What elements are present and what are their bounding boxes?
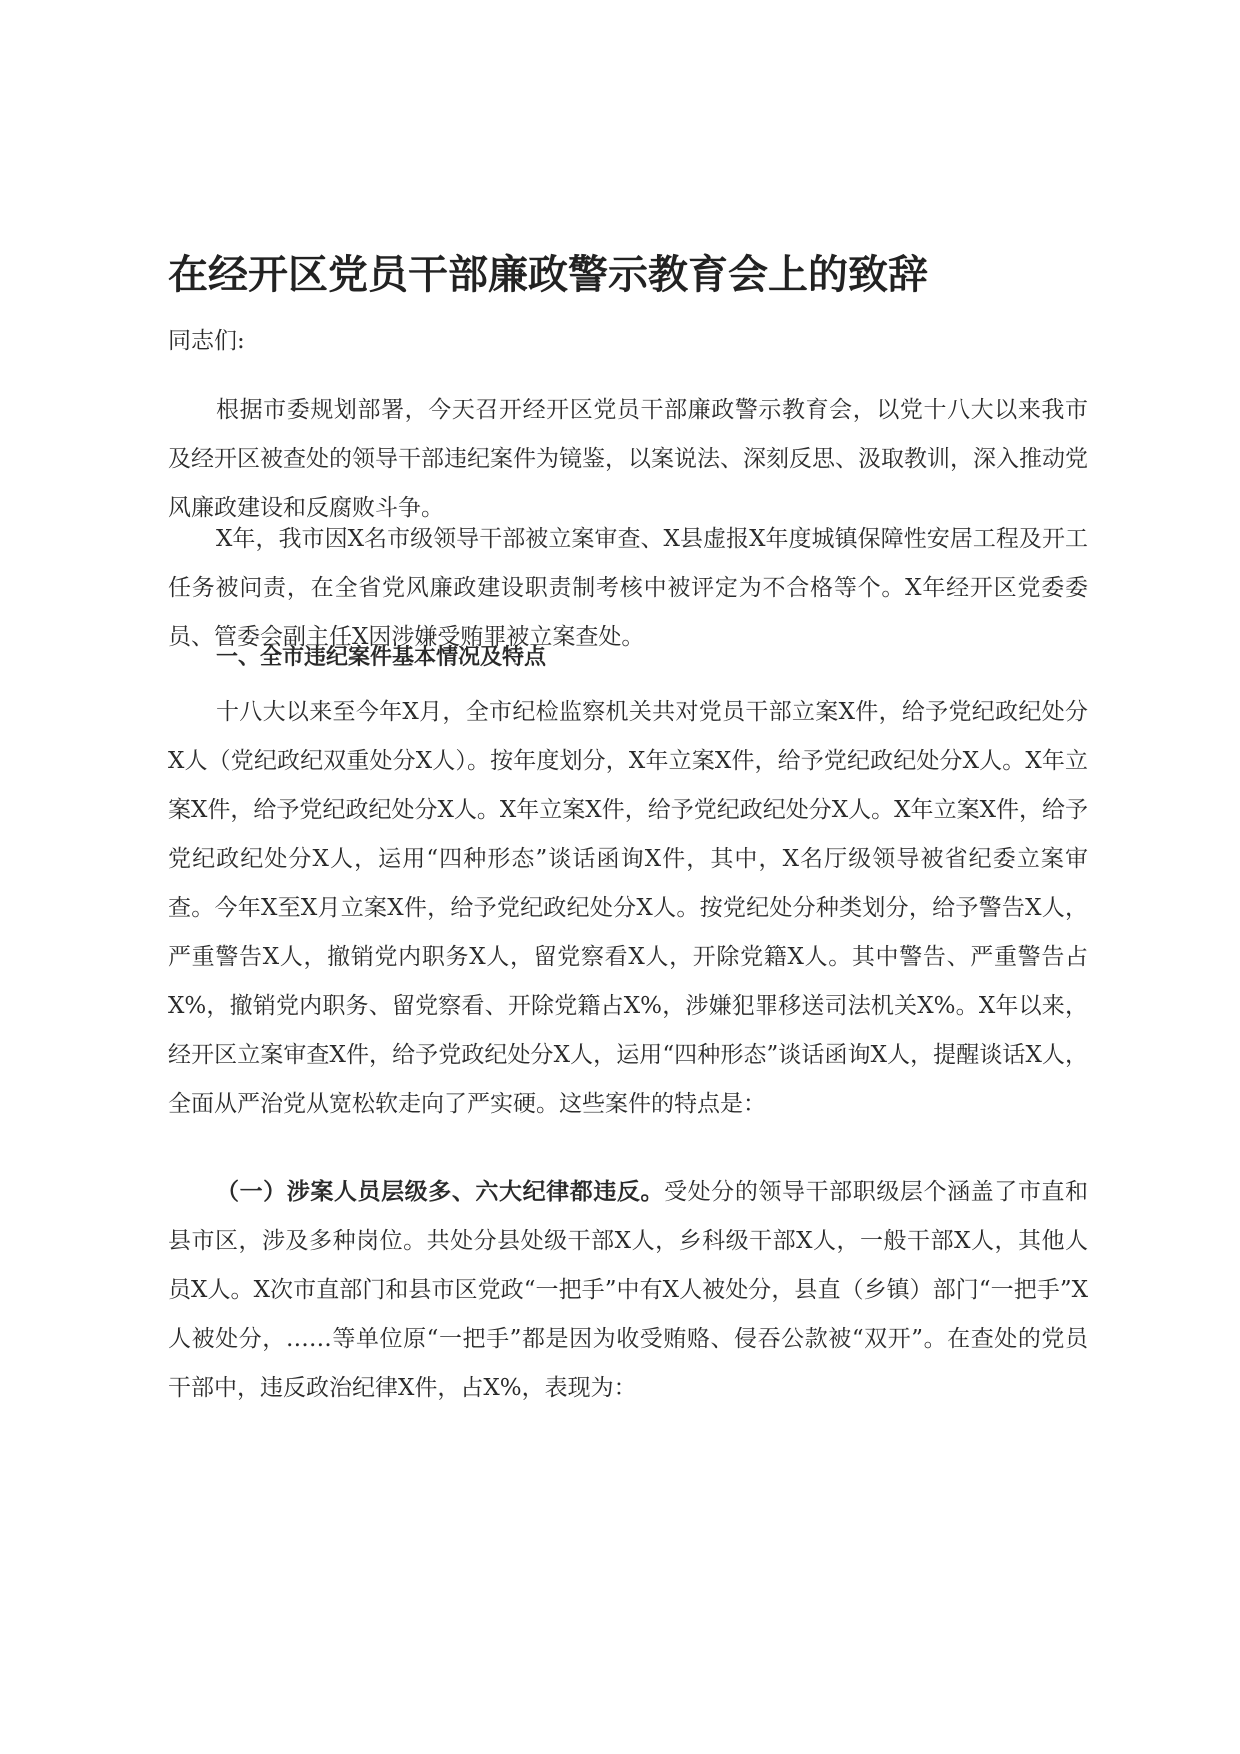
background-paragraph: X年，我市因X名市级领导干部被立案审查、X县虚报X年度城镇保障性安居工程及开工任务被问责，在全省党风廉政建设职责制考核中被评定为不合格等个。X年经开区党委委员、管委会副主任X因涉嫌受贿罪被立案查处。 — [168, 526, 1088, 650]
subsection-lead: （一）涉案人员层级多、六大纪律都违反。 — [216, 1179, 665, 1205]
section-paragraph: 十八大以来至今年X月，全市纪检监察机关共对党员干部立案X件，给予党纪政纪处分X人（党纪政纪双重处分X人）。按年度划分，X年立案X件，给予党纪政纪处分X人。X年立案X件，给予党纪政纪处分X人。X年立案X件，给予党纪政纪处分X人。X年立案X件，给予党纪政纪处分X人，运用“四种形态”谈话函询X件，其中，X名厅级领导被省纪委立案审查。今年X至X月立案X件，给予党纪政纪处分X人。按党纪处分种类划分，给予警告X人，严重警告X人，撤销党内职务X人，留党察看X人，开除党籍X人。其中警告、严重警告占X%，撤销党内职务、留党察看、开除党籍占X%，涉嫌犯罪移送司法机关X%。X年以来，经开区立案审查X件，给予党政纪处分X人，运用“四种形态”谈话函询X人，提醒谈话X人，全面从严治党从宽松软走向了严实硬。这些案件的特点是： — [168, 699, 1088, 1117]
document-title: 在经开区党员干部廉政警示教育会上的致辞 — [168, 252, 928, 298]
section-heading: 一、全市违纪案件基本情况及特点 — [216, 645, 547, 670]
intro-paragraph: 根据市委规划部署，今天召开经开区党员干部廉政警示教育会，以党十八大以来我市及经开区被查处的领导干部违纪案件为镜鉴，以案说法、深刻反思、汲取教训，深入推动党风廉政建设和反腐败斗争。 — [168, 397, 1088, 521]
subsection-text: 受处分的领导干部职级层个涵盖了市直和县市区，涉及多种岗位。共处分县处级干部X人，乡科级干部X人，一般干部X人，其他人员X人。X次市直部门和县市区党政“一把手”中有X人被处分，县直（乡镇）部门“一把手”X人被处分，……等单位原“一把手”都是因为收受贿赂、侵吞公款被“双开”。在查处的党员干部中，违反政治纪律X件，占X%，表现为： — [168, 1179, 1089, 1401]
salutation: 同志们: — [168, 328, 245, 354]
subsection-paragraph — [168, 1168, 1088, 1413]
